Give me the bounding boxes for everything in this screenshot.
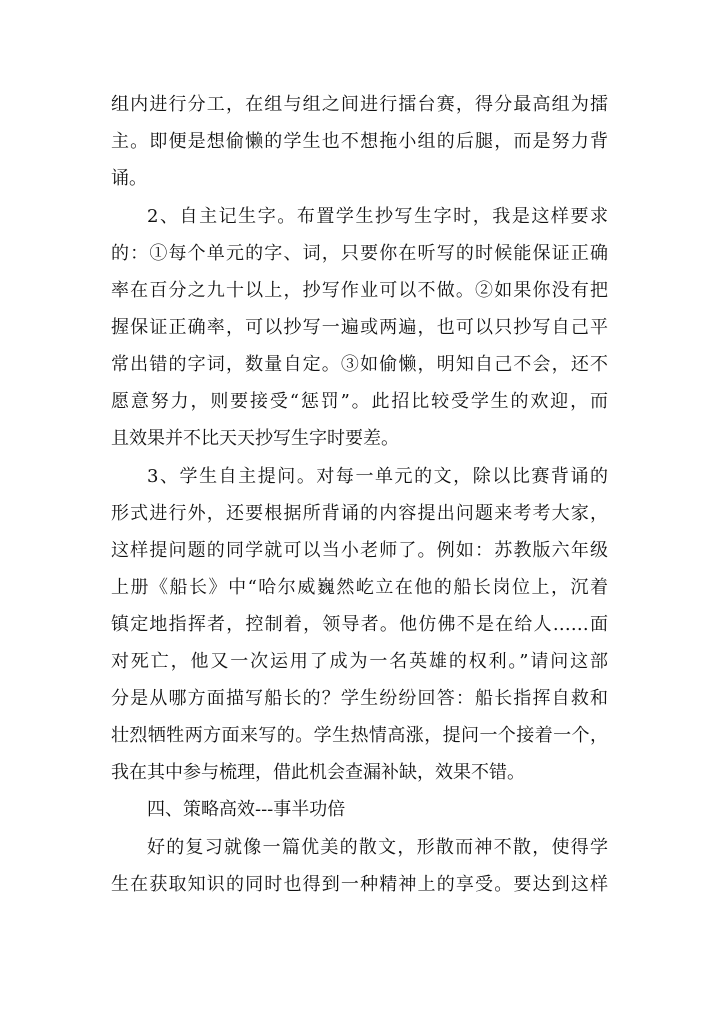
text-line: 分是从哪方面描写船长的？学生纷纷回答：船长指挥自救和 <box>111 688 608 709</box>
text-line: 且效果并不比天天抄写生字时要差。 <box>111 428 399 449</box>
paragraph-heading-line: 3、学生自主提问。对每一单元的文，除以比赛背诵的 <box>147 466 608 487</box>
text-line: 主。即便是想偷懒的学生也不想拖小组的后腿，而是努力背 <box>111 131 608 152</box>
text-line: 组内进行分工，在组与组之间进行擂台赛，得分最高组为擂 <box>111 94 608 115</box>
text-line: 的：①每个单元的字、词，只要你在听写的时候能保证正确 <box>111 243 608 264</box>
text-line: 上册《船长》中“哈尔威巍然屹立在他的船长岗位上，沉着 <box>111 577 608 598</box>
section-heading: 四、策略高效---事半功倍 <box>147 799 346 820</box>
text-line: 这样提问题的同学就可以当小老师了。例如：苏教版六年级 <box>111 540 608 561</box>
paragraph-heading-line: 好的复习就像一篇优美的散文，形散而神不散，使得学 <box>147 837 608 858</box>
text-line: 常出错的字词，数量自定。③如偷懒，明知自己不会，还不 <box>111 354 608 375</box>
text-line: 握保证正确率，可以抄写一遍或两遍，也可以只抄写自己平 <box>111 317 608 338</box>
text-line: 率在百分之九十以上，抄写作业可以不做。②如果你没有把 <box>111 280 608 301</box>
text-line: 形式进行外，还要根据所背诵的内容提出问题来考考大家， <box>111 503 608 524</box>
text-line: 我在其中参与梳理，借此机会查漏补缺，效果不错。 <box>111 762 525 783</box>
paragraph-heading-line: 2、自主记生字。布置学生抄写生字时，我是这样要求 <box>147 206 608 227</box>
text-line: 诵。 <box>111 168 147 189</box>
text-line: 壮烈牺牲两方面来写的。学生热情高涨，提问一个接着一个， <box>111 725 608 746</box>
text-line: 愿意努力，则要接受“惩罚”。此招比较受学生的欢迎，而 <box>111 391 608 412</box>
text-line: 对死亡，他又一次运用了成为一名英雄的权利。”请问这部 <box>111 651 608 672</box>
text-line: 生在获取知识的同时也得到一种精神上的享受。要达到这样 <box>111 874 608 895</box>
text-line: 镇定地指挥者，控制着，领导者。他仿佛不是在给人……面 <box>111 614 608 635</box>
